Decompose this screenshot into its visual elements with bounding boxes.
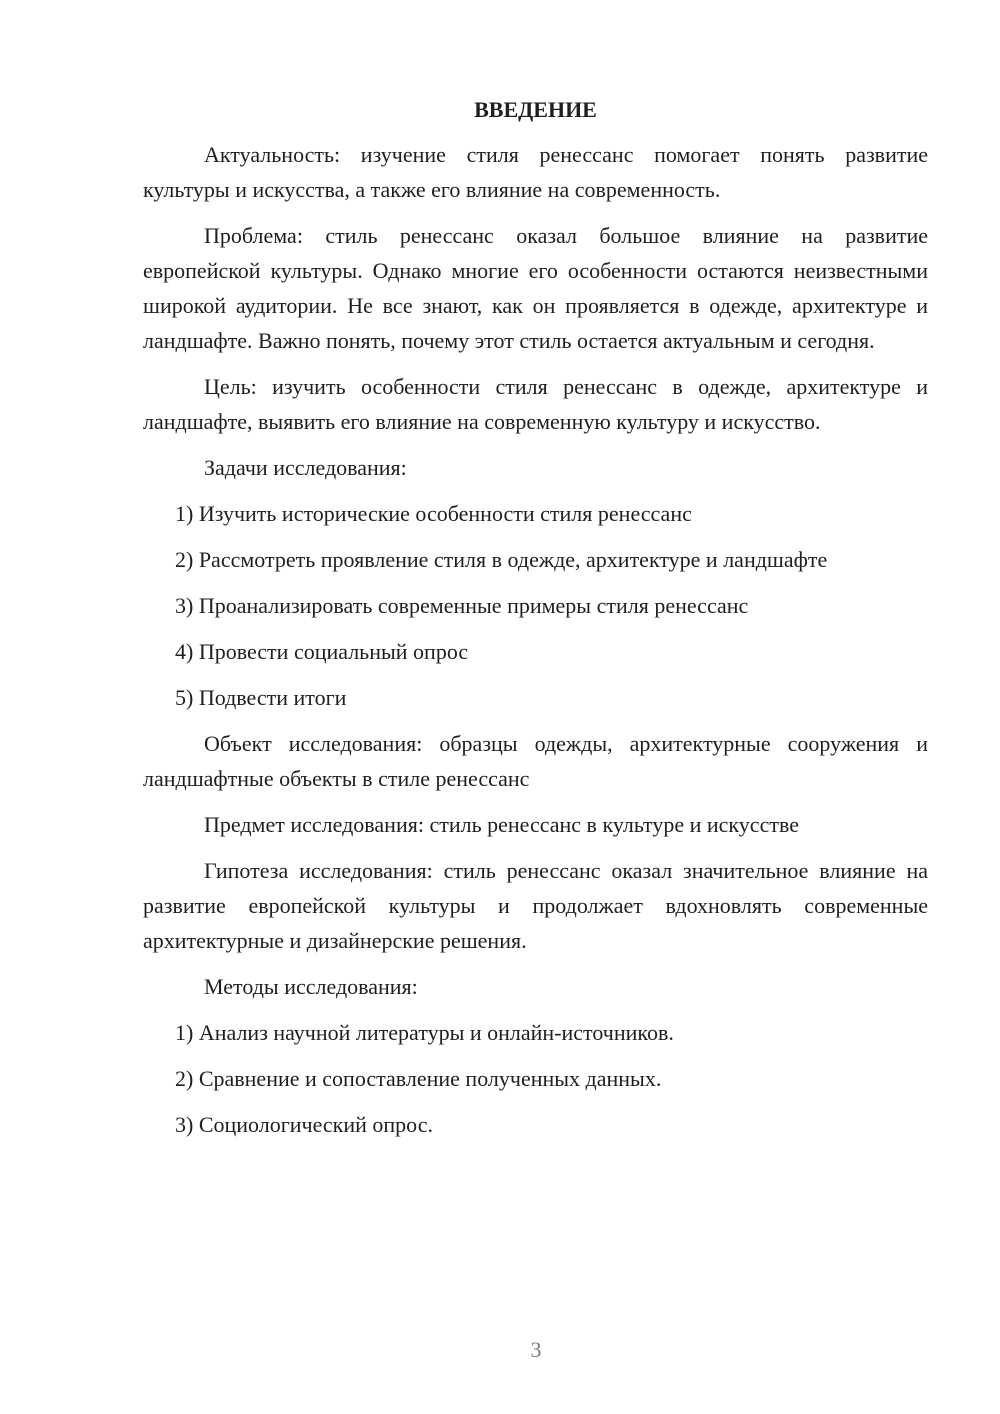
method-item: 2) Сравнение и сопоставление полученных данных. xyxy=(175,1066,662,1091)
subject-paragraph: Предмет исследования: стиль ренессанс в культуре и искусстве xyxy=(204,812,799,837)
page-title: ВВЕДЕНИЕ xyxy=(474,97,597,122)
page-content xyxy=(143,92,928,1153)
tasks-heading: Задачи исследования: xyxy=(204,455,407,480)
hypothesis-paragraph: Гипотеза исследования: стиль ренессанс оказал значительное влияние на развитие европейской культуры и продолжает вдохновлять современные архитектурные и дизайнерские решения. xyxy=(143,858,928,953)
task-item: 2) Рассмотреть проявление стиля в одежде, архитектуре и ландшафте xyxy=(175,547,828,572)
method-item: 3) Социологический опрос. xyxy=(175,1112,433,1137)
goal-paragraph: Цель: изучить особенности стиля ренессанс в одежде, архитектуре и ландшафте, выявить его влияние на современную культуру и искусство. xyxy=(143,374,928,434)
problem-paragraph: Проблема: стиль ренессанс оказал большое влияние на развитие европейской культуры. Однако многие его особенности остаются неизвестными широкой аудитории. Не все знают, как он проявляется в одежде, архитектуре и ландшафте. Важно понять, почему этот стиль остается актуальным и сегодня. xyxy=(143,223,928,353)
page-number: 3 xyxy=(530,1337,542,1362)
object-paragraph: Объект исследования: образцы одежды, архитектурные сооружения и ландшафтные объекты в стиле ренессанс xyxy=(143,731,928,791)
methods-heading: Методы исследования: xyxy=(204,974,418,999)
relevance-paragraph: Актуальность: изучение стиля ренессанс помогает понять развитие культуры и искусства, а также его влияние на современность. xyxy=(143,142,928,202)
task-item: 4) Провести социальный опрос xyxy=(175,639,469,664)
task-item: 3) Проанализировать современные примеры стиля ренессанс xyxy=(175,593,749,618)
task-item: 1) Изучить исторические особенности стиля ренессанс xyxy=(175,501,692,526)
task-item: 5) Подвести итоги xyxy=(175,685,347,710)
method-item: 1) Анализ научной литературы и онлайн-источников. xyxy=(175,1020,674,1045)
